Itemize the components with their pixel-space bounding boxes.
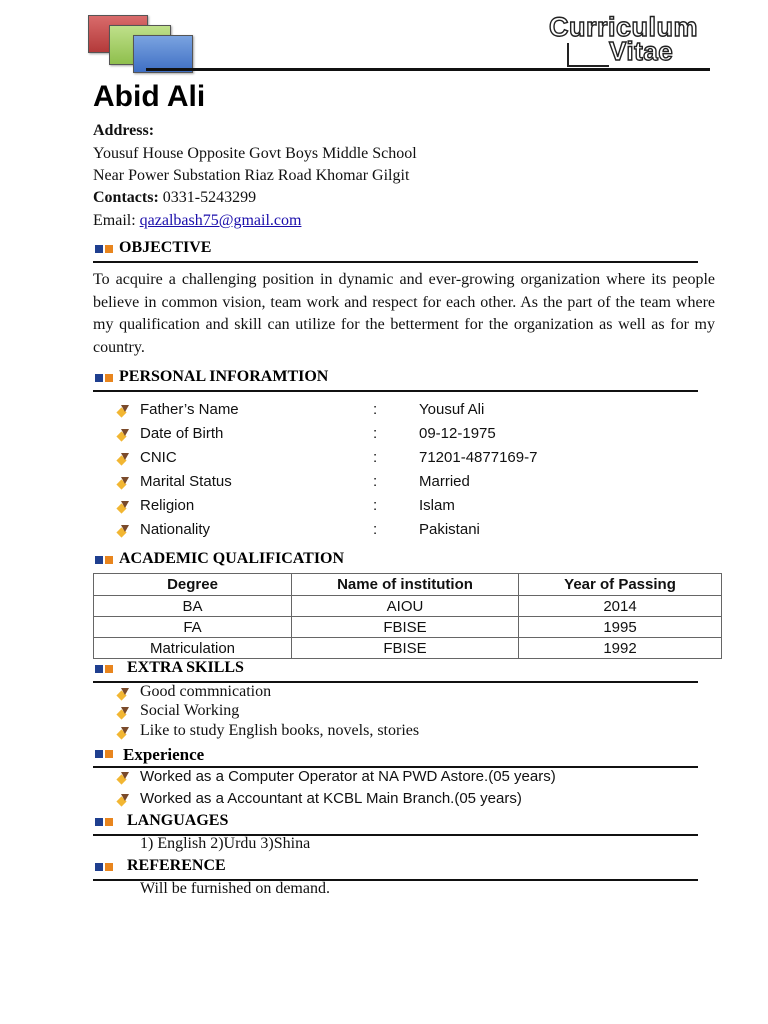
personal-label: Religion — [140, 497, 195, 514]
section-objective — [93, 238, 698, 263]
section-bullet-icon — [95, 665, 113, 673]
bullet-arrow-icon — [117, 477, 130, 488]
bullet-arrow-icon — [117, 727, 130, 738]
personal-value: Yousuf Ali — [419, 401, 485, 418]
table-cell: FA — [94, 617, 292, 638]
section-bullet-icon — [95, 556, 113, 564]
personal-separator: : — [373, 449, 378, 466]
candidate-name: Abid Ali — [93, 80, 206, 113]
personal-label: Marital Status — [140, 473, 232, 490]
header-divider — [146, 68, 710, 71]
skill-item: Like to study English books, novels, stories — [140, 722, 420, 739]
table-row — [94, 596, 722, 617]
contacts-label: Contacts: — [93, 189, 159, 206]
objective-text: To acquire a challenging position in dynamic and ever-growing organization where its people believe in common vision, team work and respect for each other. As the part of the team where my qualification and skill can utilize for the betterment for the organization as well as for my country. — [93, 271, 715, 356]
personal-separator: : — [373, 497, 378, 514]
bullet-arrow-icon — [117, 525, 130, 536]
personal-label: Nationality — [140, 521, 211, 538]
section-extra-skills — [93, 658, 698, 683]
personal-separator: : — [373, 401, 378, 418]
personal-separator: : — [373, 425, 378, 442]
table-cell: FBISE — [292, 617, 519, 638]
table-cell: BA — [94, 596, 292, 617]
section-bullet-icon — [95, 863, 113, 871]
section-experience — [93, 743, 698, 768]
personal-label: Father’s Name — [140, 401, 239, 418]
section-title-objective: OBJECTIVE — [119, 239, 212, 256]
table-header-row — [94, 574, 722, 596]
table-cell: Matriculation — [94, 638, 292, 659]
personal-value: 71201-4877169-7 — [419, 449, 538, 466]
section-title-experience: Experience — [123, 745, 205, 764]
bullet-arrow-icon — [117, 772, 130, 783]
bullet-arrow-icon — [117, 794, 130, 805]
personal-value: Islam — [419, 497, 455, 514]
section-title-skills: EXTRA SKILLS — [127, 659, 244, 676]
table-cell: 1992 — [519, 638, 722, 659]
skill-item: Good commnication — [140, 683, 272, 700]
personal-value: Married — [419, 473, 470, 490]
section-reference — [93, 856, 698, 881]
personal-separator: : — [373, 521, 378, 538]
academic-table — [93, 573, 722, 659]
section-bullet-icon — [95, 818, 113, 826]
personal-value: 09-12-1975 — [419, 425, 496, 442]
table-cell: FBISE — [292, 638, 519, 659]
personal-separator: : — [373, 473, 378, 490]
table-cell: 2014 — [519, 596, 722, 617]
section-title-reference: REFERENCE — [127, 857, 226, 874]
contacts-value: 0331-5243299 — [162, 189, 257, 206]
bullet-arrow-icon — [117, 405, 130, 416]
section-languages — [93, 811, 698, 836]
email-link[interactable]: qazalbash75@gmail.com — [139, 212, 302, 229]
table-header: Year of Passing — [519, 574, 722, 596]
contacts-row — [93, 187, 256, 209]
personal-value: Pakistani — [419, 521, 480, 538]
address-label: Address: — [93, 122, 155, 139]
logo-text-vitae: Vitae — [609, 36, 674, 66]
table-header: Name of institution — [292, 574, 519, 596]
section-title-languages: LANGUAGES — [127, 812, 229, 829]
experience-item: Worked as a Accountant at KCBL Main Branch.(05 years) — [140, 790, 522, 807]
reference-text: Will be furnished on demand. — [140, 880, 330, 897]
bullet-arrow-icon — [117, 707, 130, 718]
table-header: Degree — [94, 574, 292, 596]
bullet-arrow-icon — [117, 429, 130, 440]
skill-item: Social Working — [140, 702, 240, 719]
table-row — [94, 638, 722, 659]
table-cell: 1995 — [519, 617, 722, 638]
table-row — [94, 617, 722, 638]
table-cell: AIOU — [292, 596, 519, 617]
personal-label: Date of Birth — [140, 425, 224, 442]
address-line-1: Yousuf House Opposite Govt Boys Middle School — [93, 145, 417, 162]
address-line-2: Near Power Substation Riaz Road Khomar Gilgit — [93, 167, 410, 184]
bullet-arrow-icon — [117, 688, 130, 699]
languages-text: 1) English 2)Urdu 3)Shina — [140, 835, 311, 852]
email-row — [93, 210, 301, 232]
section-bullet-icon — [95, 374, 113, 382]
personal-label: CNIC — [140, 449, 177, 466]
bullet-arrow-icon — [117, 453, 130, 464]
section-personal-information — [93, 367, 698, 392]
bullet-arrow-icon — [117, 501, 130, 512]
logo-text-curriculum: Curriculum — [549, 12, 699, 42]
section-title-personal: PERSONAL INFORAMTION — [119, 368, 329, 385]
section-bullet-icon — [95, 245, 113, 253]
section-bullet-icon — [95, 750, 113, 758]
experience-item: Worked as a Computer Operator at NA PWD Astore.(05 years) — [140, 768, 556, 785]
section-title-academic: ACADEMIC QUALIFICATION — [119, 550, 345, 567]
section-academic-qualification — [93, 549, 698, 572]
curriculum-vitae-logo — [545, 12, 699, 68]
email-label: Email: — [93, 212, 136, 229]
